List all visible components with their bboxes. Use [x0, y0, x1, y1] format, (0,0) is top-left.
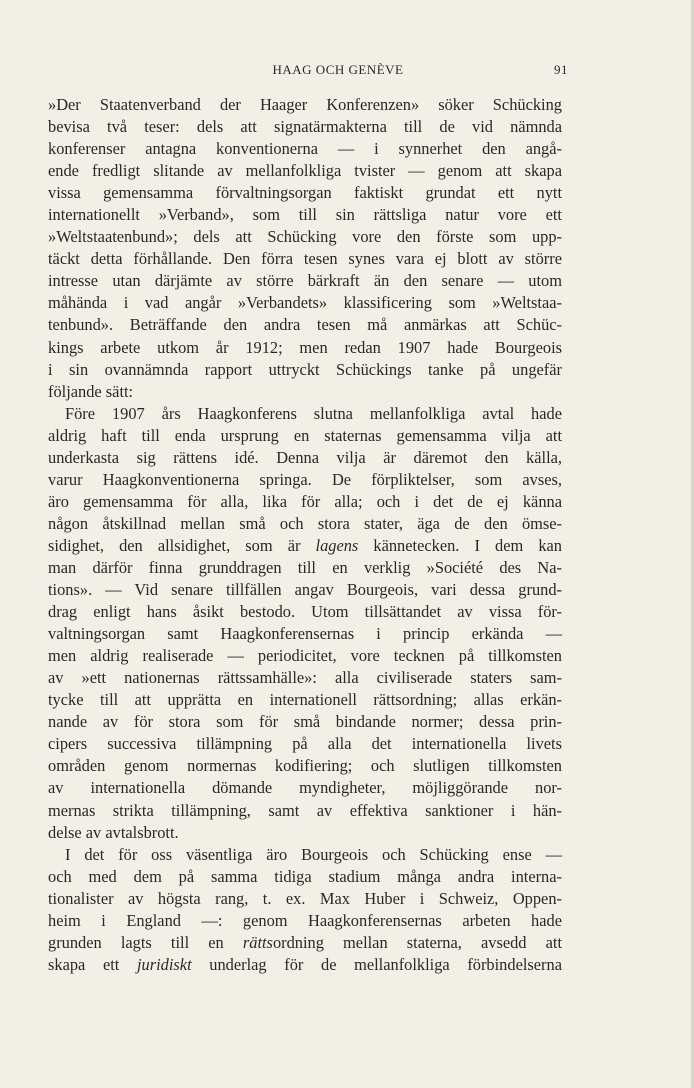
- text-line: någon åtskillnad mellan små och stora stater, äga de den ömse-: [48, 513, 562, 533]
- text-line: I det för oss väsentliga äro Bourgeois och Schücking ense —: [65, 844, 562, 864]
- text-line: i sin ovannämnda rapport uttryckt Schückings tanke på ungefär: [48, 359, 562, 379]
- text-line: »Weltstaatenbund»; dels att Schücking vore den förste som upp-: [48, 227, 562, 247]
- text-line: skapa ett juridiskt underlag för de mellanfolkliga förbindelserna: [48, 954, 562, 974]
- text-line: äro gemensamma för alla, lika för alla; och i det de ej känna: [48, 491, 562, 511]
- text-line: internationellt »Verband», som till sin rättsliga natur vore ett: [48, 205, 562, 225]
- text-line: cipers successiva tillämpning på alla det internationella livets: [48, 734, 562, 754]
- text-line: »Der Staatenverband der Haager Konferenzen» söker Schücking: [48, 95, 562, 114]
- text-line: grunden lagts till en rättsordning mellan staterna, avsedd att: [48, 932, 562, 952]
- text-line: underkasta sig rättens idé. Denna vilja är däremot den källa,: [48, 447, 562, 467]
- text-line: vissa gemensamma förvaltningsorgan faktiskt grundat ett nytt: [48, 183, 562, 203]
- text-line: heim i England —: genom Haagkonferensernas arbeten hade: [48, 910, 562, 930]
- text-line: nande av för stora som för små bindande normer; dessa prin-: [48, 712, 562, 732]
- text-line: tions». — Vid senare tillfällen angav Bourgeois, vari dessa grund-: [48, 580, 562, 600]
- text-line: mernas strikta tillämpning, samt av effektiva sanktioner i hän-: [48, 800, 562, 820]
- text-line: varur Haagkonventionerna springa. De förpliktelser, som avses,: [48, 469, 562, 489]
- text-line: områden genom normernas kodifiering; och slutligen tillkomsten: [48, 756, 562, 776]
- text-line: av »ett nationernas rättssamhälle»: alla civiliserade staters sam-: [48, 668, 562, 688]
- text-line: kings arbete utkom år 1912; men redan 1907 hade Bourgeois: [48, 337, 562, 357]
- text-line: men aldrig realiserade — periodicitet, vore tecknen på tillkomsten: [48, 646, 562, 666]
- text-line: måhända i vad angår »Verbandets» klassificering som »Weltstaa-: [48, 293, 562, 313]
- text-line: av internationella dömande myndigheter, möjliggörande nor-: [48, 778, 562, 798]
- text-line: delse av avtalsbrott.: [48, 822, 179, 842]
- text-line: och med dem på samma tidiga stadium många andra interna-: [48, 866, 562, 886]
- text-line: sidighet, den allsidighet, som är lagens kännetecken. I dem kan: [48, 535, 562, 555]
- text-line: tycke till att upprätta en internationell rättsordning; allas erkän-: [48, 690, 562, 710]
- page-number: 91: [554, 62, 568, 77]
- running-head: [48, 62, 568, 84]
- text-line: tionalister av högsta rang, t. ex. Max Huber i Schweiz, Oppen-: [48, 888, 562, 908]
- text-line: valtningsorgan samt Haagkonferensernas i princip erkända —: [48, 624, 562, 644]
- running-head-title: HAAG OCH GENÈVE: [272, 62, 404, 77]
- body-text: [48, 94, 562, 976]
- text-line: intresse utan därjämte av större bärkraft än den senare — utom: [48, 271, 562, 291]
- text-line: konferenser antagna konventionerna — i synnerhet den angå-: [48, 139, 562, 159]
- text-line: följande sätt:: [48, 381, 134, 401]
- text-line: täckt detta förhållande. Den förra tesen synes vara ej blott av större: [48, 249, 562, 269]
- text-line: aldrig haft till enda ursprung en staternas gemensamma vilja att: [48, 425, 562, 445]
- text-line: bevisa två teser: dels att signatärmakterna till de vid nämnda: [48, 117, 562, 137]
- text-line: Före 1907 års Haagkonferens slutna mellanfolkliga avtal hade: [65, 403, 562, 423]
- text-line: drag enligt hans åsikt bestodo. Utom tillsättandet av vissa för-: [48, 602, 562, 622]
- text-line: man därför finna grunddragen till en verklig »Société des Na-: [48, 557, 562, 577]
- text-line: ende fredligt slitande av mellanfolkliga tvister — genom att skapa: [48, 161, 562, 181]
- text-line: tenbund». Beträffande den andra tesen må anmärkas att Schüc-: [48, 315, 562, 335]
